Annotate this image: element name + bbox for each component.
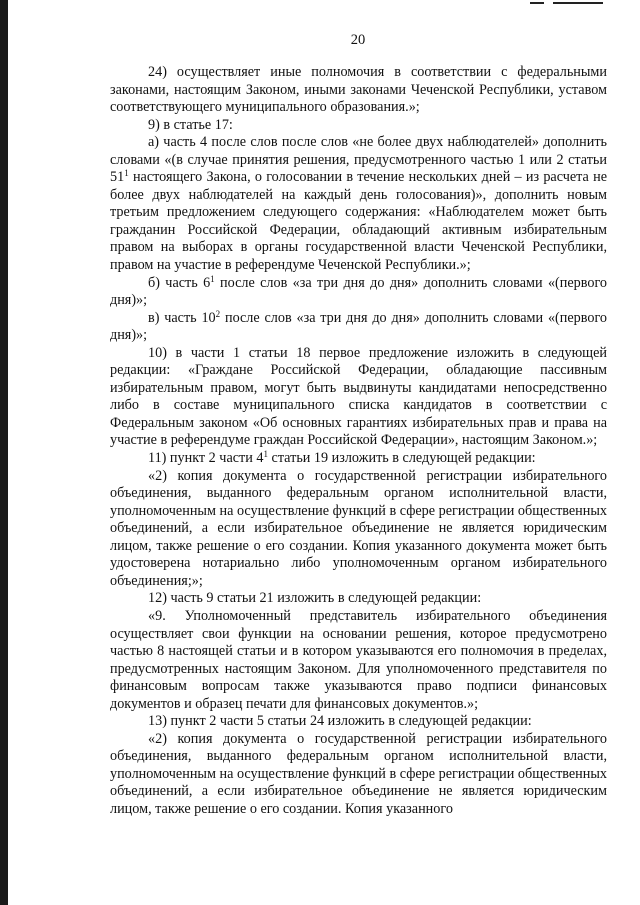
paragraph-text: настоящего Закона, о голосовании в течение нескольких дней – из расчета не более двух наблюдателей на каждый день голосования)», дополнить новым третьим предложением следующего содержания: «Наблюдателем может быть гражданин Российской Федерации, обладающий активным избирательным правом на выборах в органы государственной власти Чеченской Республики, правом на участие в референдуме Чеченской Республики.»; <box>110 169 607 274</box>
paragraph-item-10: 10) в части 1 статьи 18 первое предложение изложить в следующей редакции: «Граждане Российской Федерации, обладающие пассивным избирательным правом, могут быть выдвинуты кандидатами непосредственно либо в составе муниципального списка кандидатов в соответствии с Федеральным законом «Об основных гарантиях избирательных прав и права на участие в референдуме граждан Российской Федерации», настоящим Законом.»; <box>110 344 607 449</box>
superscript: 2 <box>215 308 221 319</box>
paragraph-item-9: 9) в статье 17: <box>148 116 233 133</box>
scan-mark <box>530 2 544 4</box>
paragraph-item-24: 24) осуществляет иные полномочия в соответствии с федеральными законами, настоящим Законом, иными законами Чеченской Республики, уставом соответствующего муниципального образования.»; <box>110 64 607 116</box>
superscript: 1 <box>124 168 129 179</box>
paragraph-text: в) часть 10 <box>148 309 216 326</box>
paragraph-item-13: 13) пункт 2 части 5 статьи 24 изложить в следующей редакции: <box>148 713 532 730</box>
paragraph-text: 11) пункт 2 части 4 <box>148 450 264 467</box>
superscript: 1 <box>210 273 215 284</box>
scan-left-border <box>0 0 8 905</box>
document-body <box>110 64 607 819</box>
paragraph-quote-2: «2) копия документа о государственной регистрации избирательного объединения, выданного федеральным органом исполнительной власти, уполномоченным на осуществление функций в сфере регистрации общественных объединений, а если избирательное объединение не является юридическим лицом, также решение о его создании. Копия указанного документа может быть удостоверена нотариально либо уполномоченным органом избирательного объединения;»; <box>110 467 607 589</box>
scan-mark <box>553 2 603 4</box>
page-number: 20 <box>350 32 366 48</box>
paragraph-text: статьи 19 изложить в следующей редакции: <box>267 450 536 467</box>
paragraph-item-11 <box>110 450 607 468</box>
paragraph-text: б) часть 6 <box>148 274 211 291</box>
paragraph-quote-9: «9. Уполномоченный представитель избирательного объединения осуществляет свои функции на основании решения, которое предусмотрено частью 8 настоящей статьи и в котором указываются его полномочия в пределах, предусмотренных настоящим Законом. Для уполномоченного представителя по финансовым вопросам также указываются право подписи финансовых документов и образец печати для финансовых документов.»; <box>110 607 607 712</box>
superscript: 1 <box>263 449 268 460</box>
paragraph-sub-v <box>110 310 607 345</box>
paragraph-sub-b <box>110 275 607 310</box>
paragraph-text: после слов «за три дня до дня» дополнить словами «(первого дня)»; <box>110 309 608 344</box>
paragraph-item-12: 12) часть 9 статьи 21 изложить в следующей редакции: <box>148 590 482 607</box>
paragraph-quote-2b: «2) копия документа о государственной регистрации избирательного объединения, выданного федеральным органом исполнительной власти, уполномоченным на осуществление функций в сфере регистрации общественных объединений, а если избирательное объединение не является юридическим лицом, также решение о его создании. Копия указанного <box>110 730 607 817</box>
paragraph-sub-a <box>110 134 607 274</box>
paragraph-text: после слов «за три дня до дня» дополнить словами «(первого дня)»; <box>110 274 608 309</box>
paragraph-text: а) часть 4 после слов после слов «не более двух наблюдателей» дополнить словами «(в случае принятия решения, предусмотренного частью 1 или 2 статьи 51 <box>110 134 607 186</box>
